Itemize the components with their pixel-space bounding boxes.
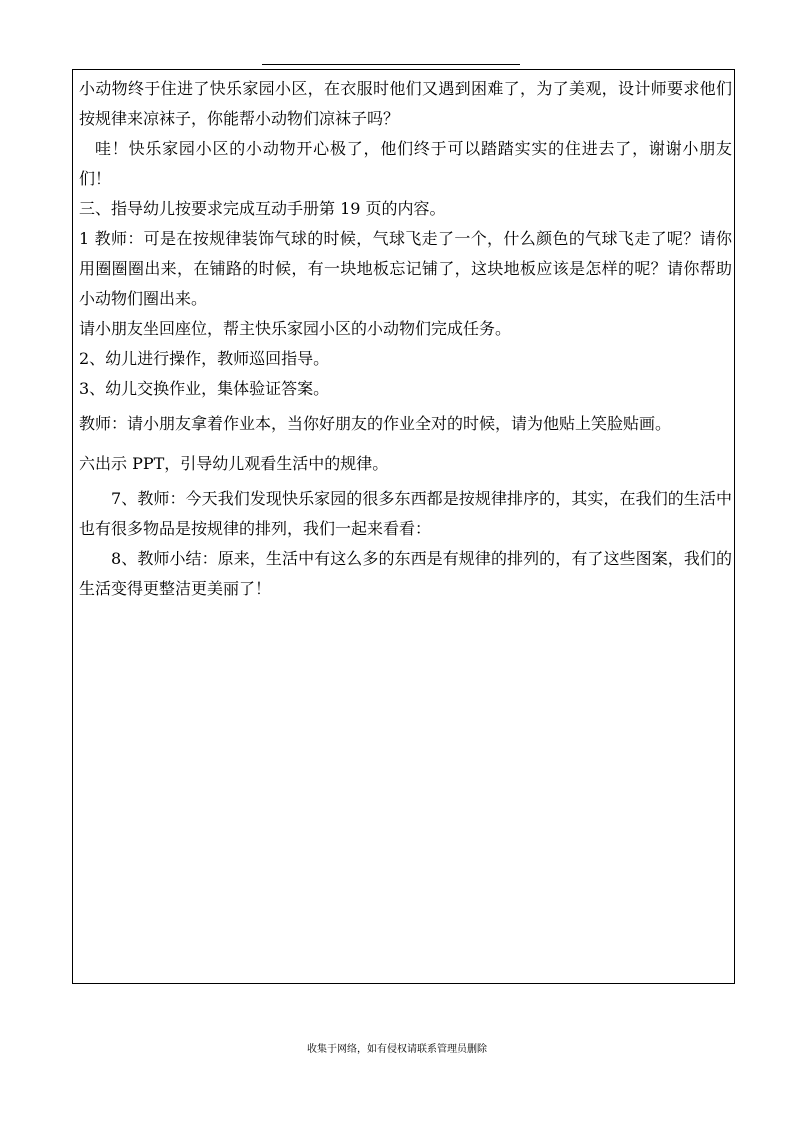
lesson-content xyxy=(79,74,732,604)
paragraph-teacher-1: 1 教师：可是在按规律装饰气球的时候，气球飞走了一个，什么颜色的气球飞走了呢？请你用圈圈圈出来，在铺路的时候，有一块地板忘记铺了，这块地板应该是怎样的呢？请你帮助小动物们圈出来。 xyxy=(79,229,732,308)
paragraph-socks: 小动物终于住进了快乐家园小区，在衣服时他们又遇到困难了，为了美观，设计师要求他们按规律来凉袜子，你能帮小动物们凉袜子吗？ xyxy=(79,79,732,128)
paragraph-return-seats: 请小朋友坐回座位，帮主快乐家园小区的小动物们完成任务。 xyxy=(79,319,512,338)
table-cell-frame xyxy=(72,69,735,984)
paragraph-section-three: 三、指导幼儿按要求完成互动手册第 19 页的内容。 xyxy=(79,199,446,218)
paragraph-step-3: 3、幼儿交换作业，集体验证答案。 xyxy=(79,379,330,398)
paragraph-thanks: 哇！快乐家园小区的小动物开心极了，他们终于可以踏踏实实的住进去了，谢谢小朋友们！ xyxy=(79,139,732,188)
paragraph-ppt: 六出示 PPT，引导幼儿观看生活中的规律。 xyxy=(79,454,389,473)
paragraph-step-7: 7、教师：今天我们发现快乐家园的很多东西都是按规律排序的，其实，在我们的生活中也有很多物品是按规律的排列，我们一起来看看： xyxy=(79,489,732,538)
paragraph-teacher-stickers: 教师：请小朋友拿着作业本，当你好朋友的作业全对的时候，请为他贴上笑脸贴画。 xyxy=(79,414,672,433)
footer-note: 收集于网络，如有侵权请联系管理员删除 xyxy=(307,1044,487,1055)
paragraph-step-8: 8、教师小结：原来，生活中有这么多的东西是有规律的排列的，有了这些图案，我们的生活变得更整洁更美丽了！ xyxy=(79,549,732,598)
paragraph-step-2: 2、幼儿进行操作，教师巡回指导。 xyxy=(79,349,330,368)
header-rule xyxy=(262,64,520,65)
